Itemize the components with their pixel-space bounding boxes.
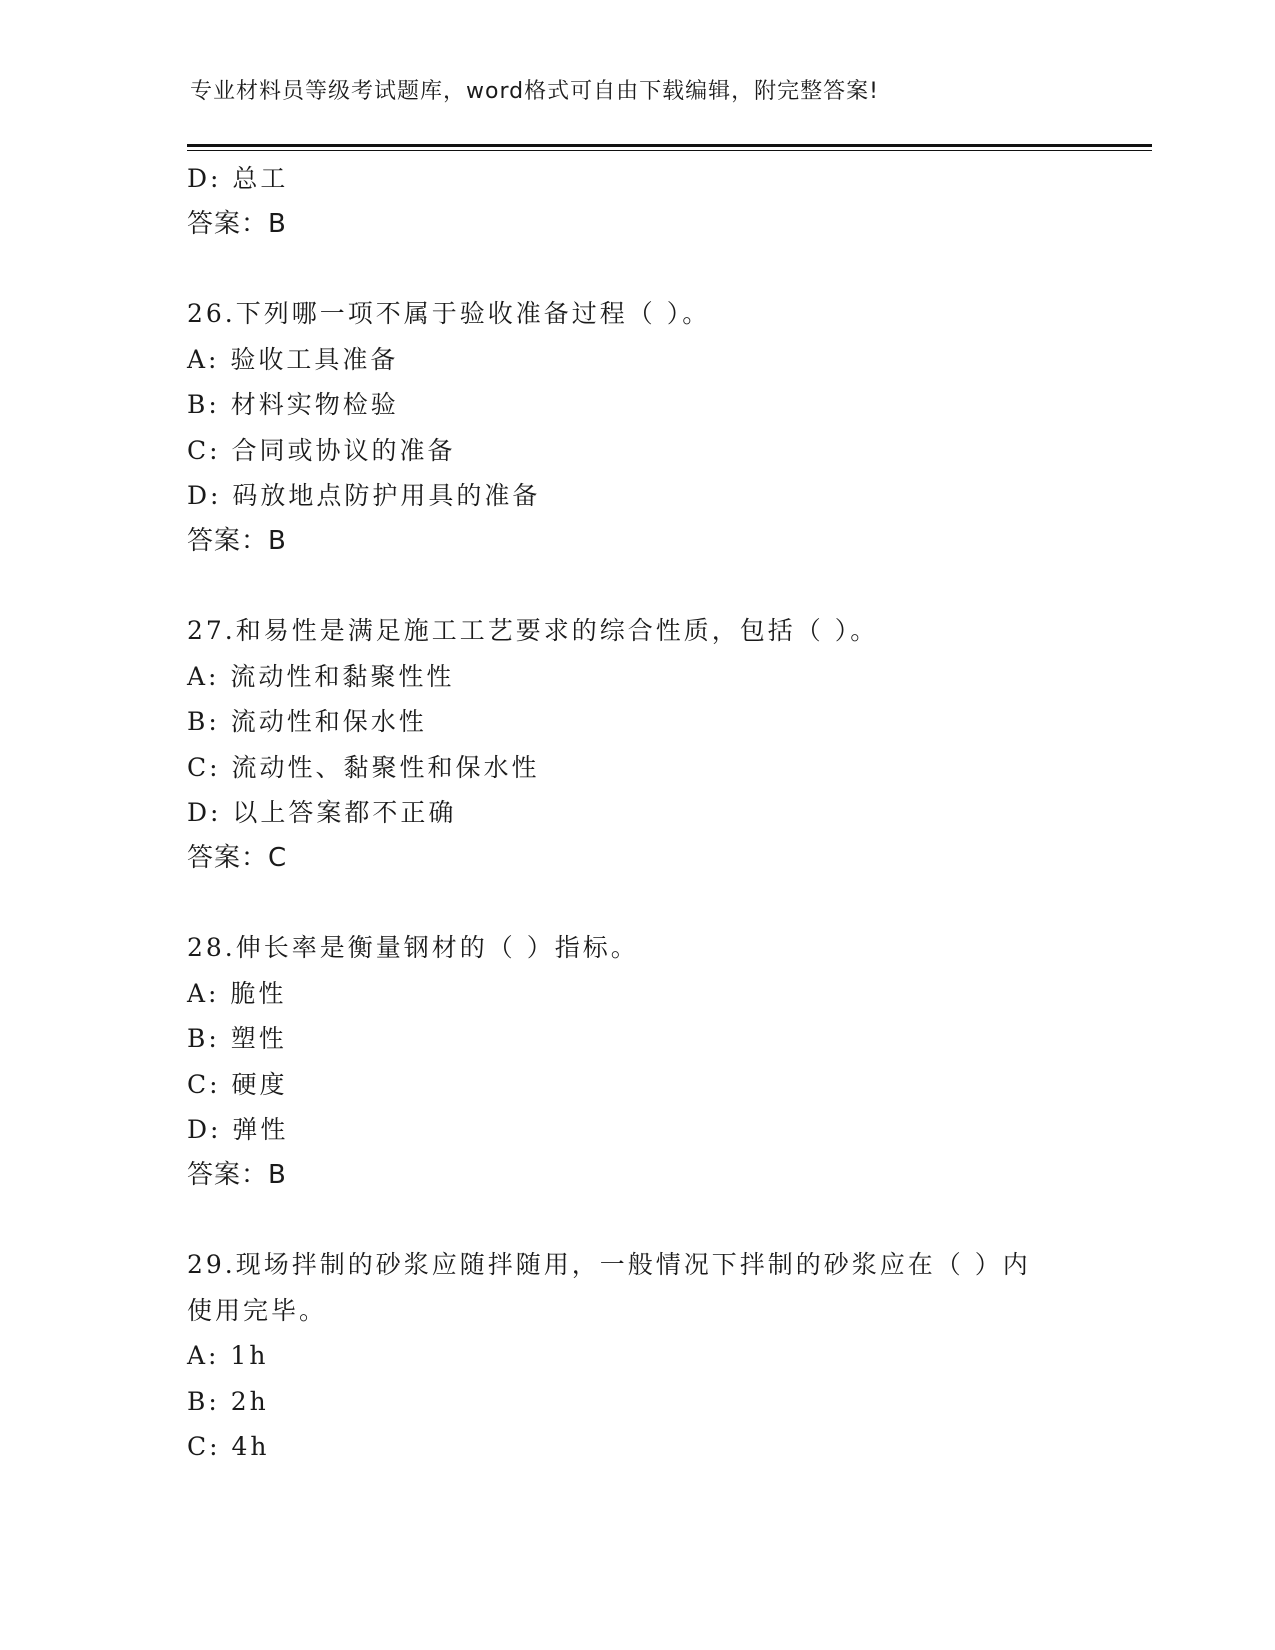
option-b: B: 材料实物检验 bbox=[187, 390, 399, 419]
option-b: B: 塑性 bbox=[187, 1024, 287, 1053]
prev-option-d: D: 总工 bbox=[187, 164, 289, 193]
option-a: A: 验收工具准备 bbox=[187, 344, 399, 374]
question-27 bbox=[187, 608, 1087, 881]
question-text: 27.和易性是满足施工工艺要求的综合性质，包括（ ）。 bbox=[187, 616, 879, 645]
question-26 bbox=[187, 291, 1087, 564]
option-d: D: 弹性 bbox=[187, 1115, 289, 1144]
option-a: A: 1h bbox=[187, 1341, 269, 1370]
option-a: A: 流动性和黏聚性性 bbox=[187, 661, 455, 691]
option-b: B: 流动性和保水性 bbox=[187, 707, 427, 736]
question-text-line-2: 使用完毕。 bbox=[187, 1295, 328, 1325]
prev-answer: 答案：B bbox=[187, 208, 287, 239]
question-text: 28.伸长率是衡量钢材的（ ）指标。 bbox=[187, 933, 639, 962]
option-a: A: 脆性 bbox=[187, 978, 287, 1008]
option-c: C: 流动性、黏聚性和保水性 bbox=[187, 752, 540, 782]
option-d: D: 码放地点防护用具的准备 bbox=[187, 481, 541, 510]
option-c: C: 硬度 bbox=[187, 1069, 288, 1099]
question-text: 26.下列哪一项不属于验收准备过程（ ）。 bbox=[187, 299, 711, 328]
page-header: 专业材料员等级考试题库，word格式可自由下载编辑，附完整答案! bbox=[190, 79, 879, 104]
question-28 bbox=[187, 925, 1087, 1198]
option-c: C: 4h bbox=[187, 1432, 270, 1461]
question-content bbox=[187, 156, 1087, 1470]
answer: 答案：B bbox=[187, 525, 287, 556]
question-29 bbox=[187, 1242, 1087, 1470]
answer: 答案：C bbox=[187, 842, 288, 873]
option-b: B: 2h bbox=[187, 1386, 269, 1416]
header-rule-thick bbox=[187, 144, 1152, 147]
header-rule-thin bbox=[187, 150, 1152, 151]
answer: 答案：B bbox=[187, 1159, 287, 1190]
option-c: C: 合同或协议的准备 bbox=[187, 435, 456, 465]
option-d: D: 以上答案都不正确 bbox=[187, 798, 457, 827]
question-text-line-1: 29.现场拌制的砂浆应随拌随用，一般情况下拌制的砂浆应在（ ）内 bbox=[187, 1250, 1031, 1279]
